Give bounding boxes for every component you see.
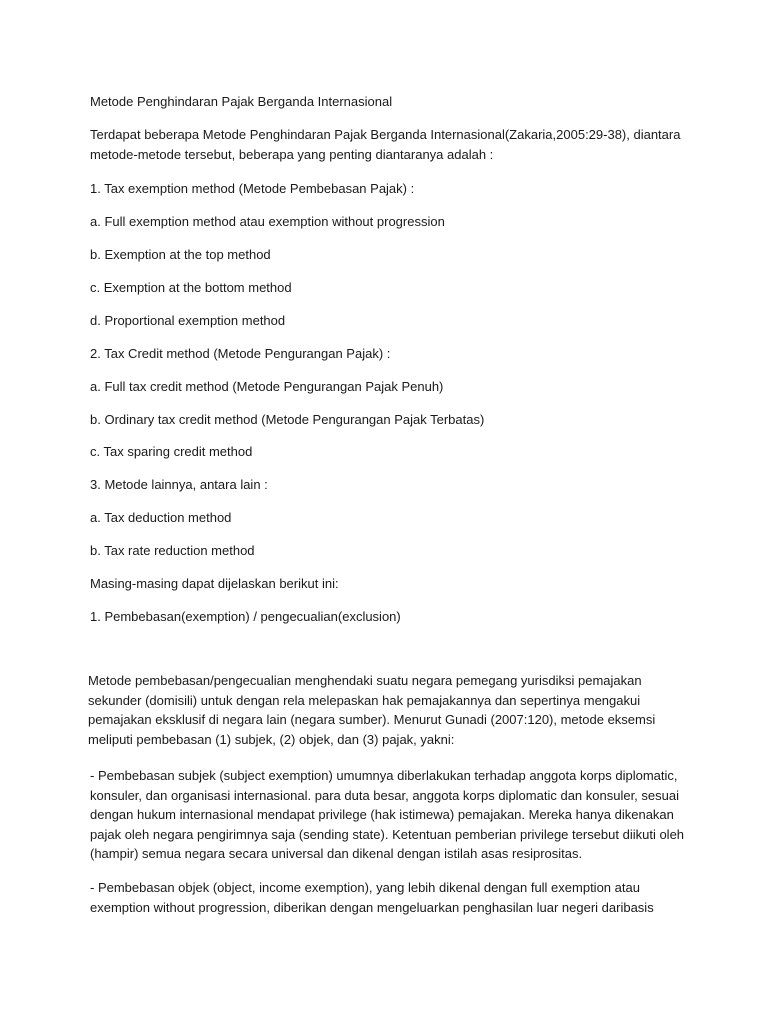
document-title: Metode Penghindaran Pajak Berganda Internasional: [90, 94, 393, 109]
intro-paragraph: [90, 125, 680, 164]
paragraph-line: - Pembebasan objek (object, income exemption), yang lebih dikenal dengan full exemption atau: [90, 880, 640, 895]
list-item: 1. Tax exemption method (Metode Pembebasan Pajak) :: [90, 181, 415, 196]
list-item: 2. Tax Credit method (Metode Pengurangan Pajak) :: [90, 346, 391, 361]
paragraph-line: dengan hukum internasional mendapat privilege (hak istimewa) pemajakan. Mereka hanya dikenakan: [90, 807, 674, 822]
list-item: c. Tax sparing credit method: [90, 444, 253, 459]
list-item: a. Full tax credit method (Metode Pengurangan Pajak Penuh): [90, 379, 444, 394]
list-item: b. Tax rate reduction method: [90, 543, 255, 558]
intro-line: metode-metode tersebut, beberapa yang penting diantaranya adalah :: [90, 146, 494, 162]
paragraph-line: (hampir) semua negara secara universal dan dikenal dengan istilah asas resiprositas.: [90, 846, 583, 861]
list-item: 1. Pembebasan(exemption) / pengecualian(exclusion): [90, 609, 401, 624]
body-paragraph: [88, 671, 678, 749]
list-item: b. Exemption at the top method: [90, 247, 271, 262]
paragraph-line: - Pembebasan subjek (subject exemption) umumnya diberlakukan terhadap anggota korps diplomatic,: [90, 768, 678, 783]
list-item: a. Full exemption method atau exemption without progression: [90, 214, 445, 229]
paragraph-line: Metode pembebasan/pengecualian menghendaki suatu negara pemegang yurisdiksi pemajakan: [88, 673, 642, 688]
list-item: c. Exemption at the bottom method: [90, 280, 292, 295]
paragraph-line: konsuler, dan organisasi internasional. para duta besar, anggota korps diplomatic dan konsuler, sesuai: [90, 787, 679, 803]
body-paragraph: [90, 766, 685, 864]
list-item: Masing-masing dapat dijelaskan berikut ini:: [90, 576, 339, 591]
body-paragraph: [90, 878, 680, 917]
list-item: b. Ordinary tax credit method (Metode Pengurangan Pajak Terbatas): [90, 412, 485, 427]
list-item: 3. Metode lainnya, antara lain :: [90, 477, 268, 492]
paragraph-line: sekunder (domisili) untuk dengan rela melepaskan hak pemajakannya dan sepertinya mengakui: [88, 692, 641, 708]
paragraph-line: pemajakan eksklusif di negara lain (negara sumber). Menurut Gunadi (2007:120), metode eksemsi: [88, 712, 656, 727]
intro-line: Terdapat beberapa Metode Penghindaran Pajak Berganda Internasional(Zakaria,2005:29-38), diantara: [90, 127, 681, 142]
list-item: a. Tax deduction method: [90, 510, 232, 525]
list-item: d. Proportional exemption method: [90, 313, 286, 328]
paragraph-line: exemption without progression, diberikan dengan mengeluarkan penghasilan luar negeri daribasis: [90, 899, 654, 915]
paragraph-line: meliputi pembebasan (1) subjek, (2) objek, dan (3) pajak, yakni:: [88, 731, 455, 747]
paragraph-line: pajak oleh negara pengirimnya saja (sending state). Ketentuan pemberian privilege tersebut diikuti oleh: [90, 826, 685, 842]
